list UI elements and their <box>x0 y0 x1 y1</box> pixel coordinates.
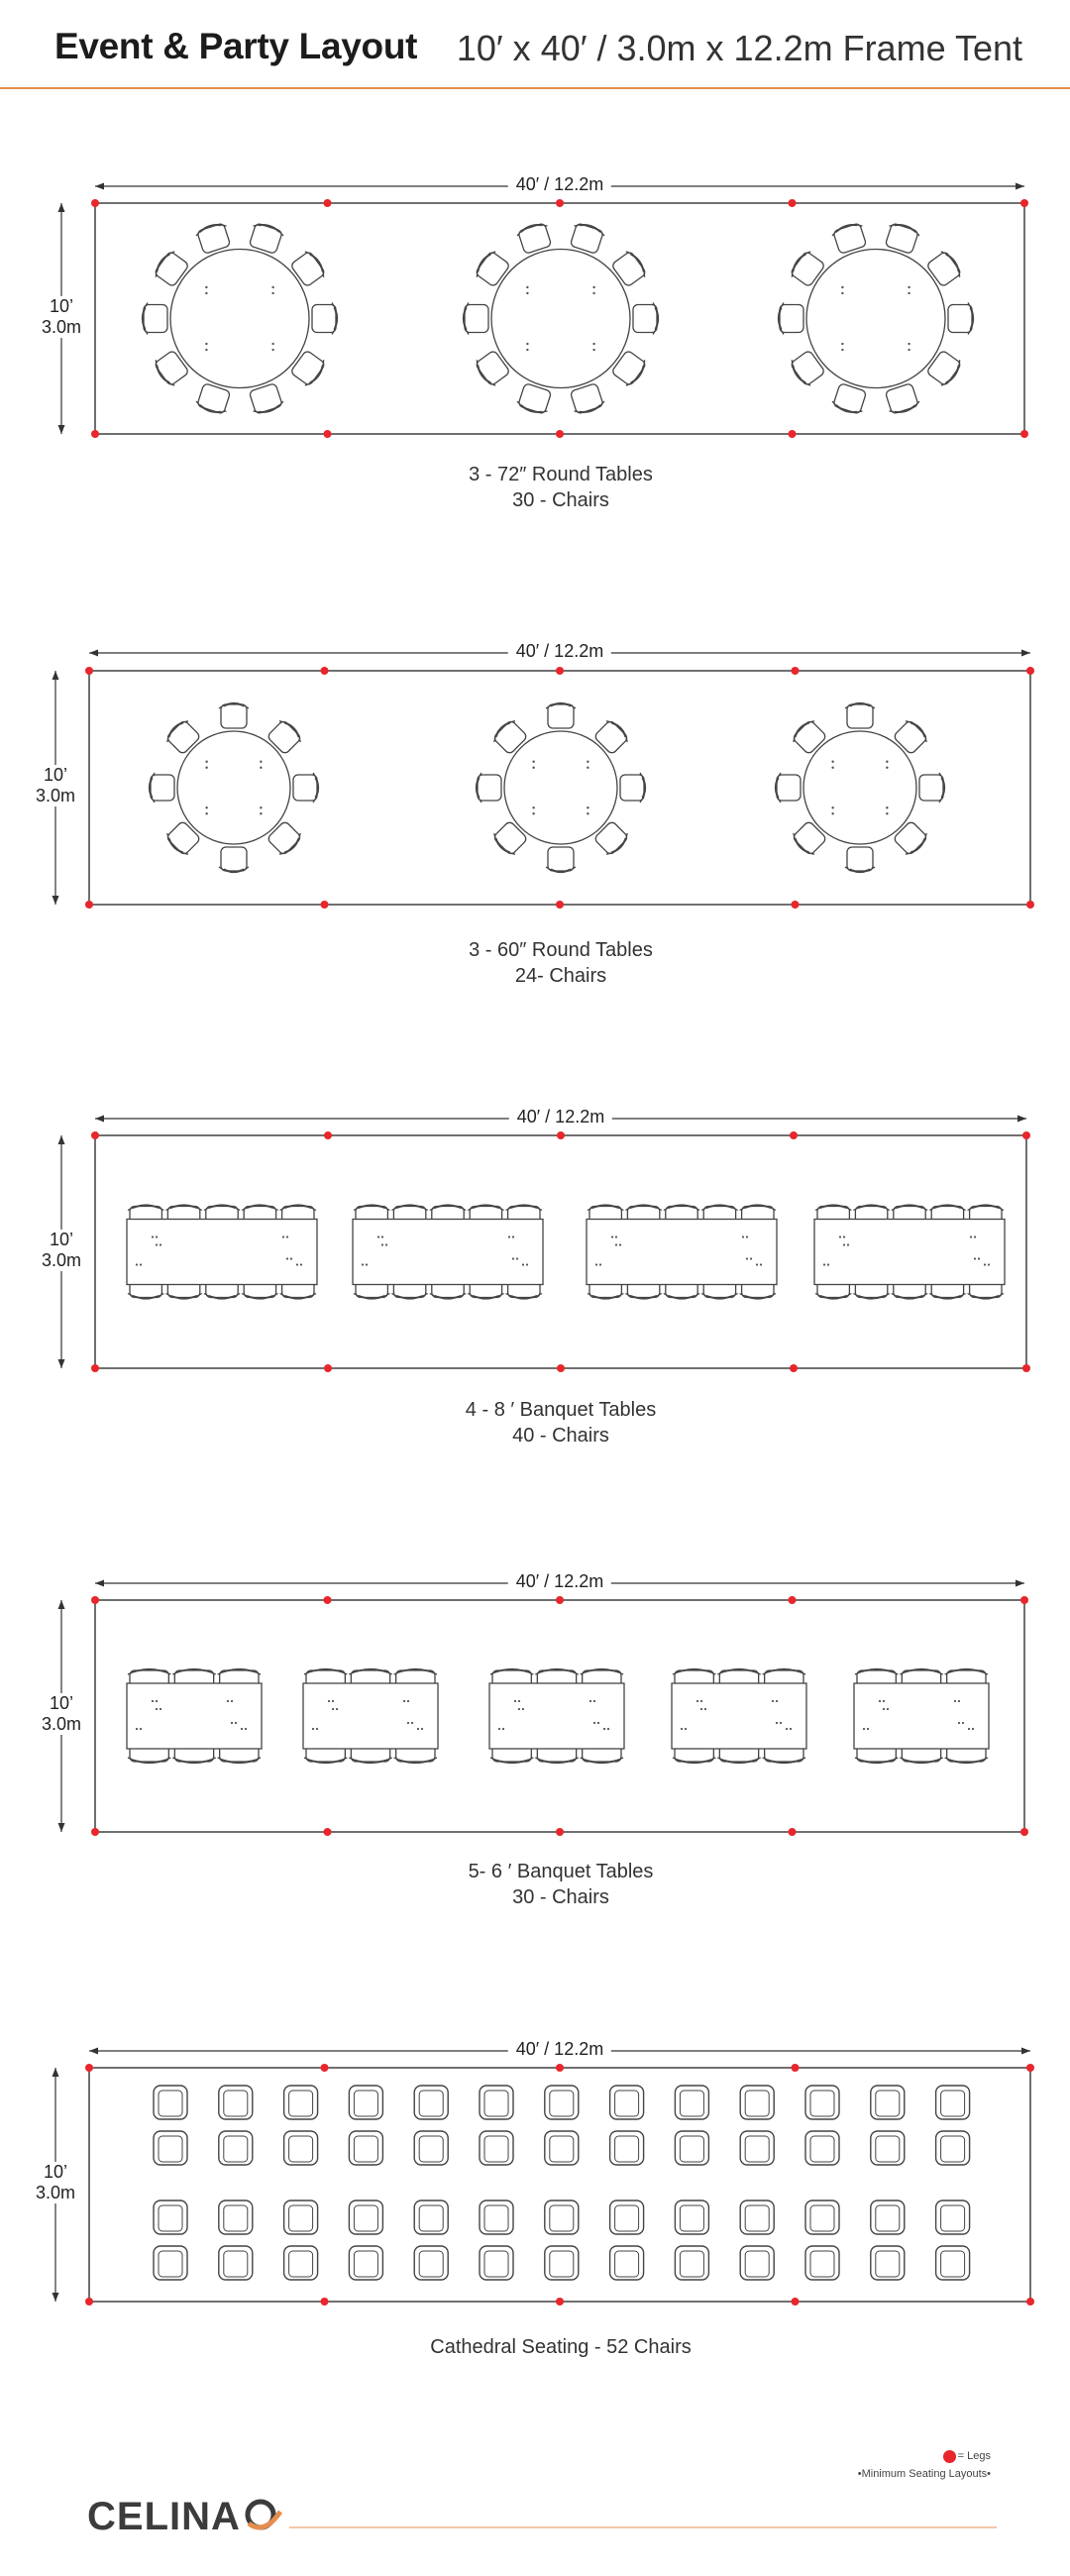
chair <box>284 2131 318 2165</box>
tent-leg <box>1022 1364 1030 1372</box>
caption-tables: 3 - 72″ Round Tables <box>469 464 653 485</box>
table-top <box>854 1683 989 1749</box>
height-label <box>37 296 86 338</box>
chair <box>464 303 489 335</box>
chair <box>546 847 576 873</box>
tent-leg <box>557 1131 565 1139</box>
tent-leg <box>557 1364 565 1372</box>
chair <box>154 2200 187 2234</box>
height-label-ft: 10’ <box>49 295 74 316</box>
tent-leg <box>85 2298 93 2306</box>
chair <box>740 2131 774 2165</box>
page-title: Event & Party Layout <box>54 26 418 66</box>
chair <box>219 2131 253 2165</box>
legend-note: •Minimum Seating Layouts• <box>857 2468 991 2480</box>
table-top <box>170 250 309 388</box>
layout-caption <box>313 937 808 989</box>
chair <box>194 221 232 255</box>
chair <box>284 2086 318 2119</box>
chair <box>293 773 319 803</box>
chair <box>194 382 232 416</box>
tent-leg <box>1026 667 1034 675</box>
chair <box>936 2086 970 2119</box>
chair <box>610 2246 644 2280</box>
chair <box>477 773 502 803</box>
banquet-table <box>672 1669 806 1764</box>
layout-5 <box>53 2048 1035 2307</box>
height-label-ft: 10’ <box>49 1229 74 1249</box>
banquet-table <box>489 1669 624 1764</box>
chair <box>414 2200 448 2234</box>
tent-leg <box>789 199 797 207</box>
caption-chairs: 30 - Chairs <box>512 1886 609 1908</box>
chair <box>871 2131 905 2165</box>
chair <box>414 2086 448 2119</box>
chair <box>219 2246 253 2280</box>
tent-leg <box>91 1131 99 1139</box>
table-top <box>177 731 290 844</box>
tent-leg <box>324 199 332 207</box>
layout-1 <box>58 183 1029 439</box>
tent-leg <box>1026 901 1034 909</box>
tent-leg <box>321 901 329 909</box>
chair <box>779 303 804 335</box>
tent-leg <box>556 1596 564 1604</box>
caption-chairs: 30 - Chairs <box>512 489 609 511</box>
layout-caption <box>313 2334 808 2360</box>
chair <box>610 2200 644 2234</box>
chair <box>284 2246 318 2280</box>
chair <box>312 303 338 335</box>
chair <box>948 303 974 335</box>
chair <box>675 2086 708 2119</box>
chair <box>219 2200 253 2234</box>
tent-leg <box>556 1828 564 1836</box>
tent-leg <box>1020 199 1028 207</box>
tent-leg <box>321 667 329 675</box>
chair <box>247 382 284 416</box>
chair <box>349 2200 382 2234</box>
tent-leg <box>790 1131 798 1139</box>
chair <box>805 2246 839 2280</box>
tent-size-subtitle: 10′ x 40′ / 3.0m x 12.2m Frame Tent <box>456 28 1022 68</box>
banquet-table <box>127 1205 317 1299</box>
chair <box>143 303 168 335</box>
round-table <box>150 703 319 873</box>
brand-logo <box>87 2495 278 2544</box>
chair <box>284 2200 318 2234</box>
table-top <box>127 1220 317 1285</box>
tent-leg <box>792 2298 800 2306</box>
height-label <box>37 1230 86 1271</box>
table-top <box>303 1683 438 1749</box>
chair <box>845 847 875 873</box>
chair <box>349 2086 382 2119</box>
tent-leg <box>792 901 800 909</box>
chair <box>936 2200 970 2234</box>
chair <box>740 2086 774 2119</box>
tent-leg <box>789 430 797 438</box>
tent-leg <box>324 1364 332 1372</box>
chair <box>805 2131 839 2165</box>
tent-leg <box>324 1131 332 1139</box>
chair <box>349 2246 382 2280</box>
tent-leg <box>1020 1828 1028 1836</box>
chair <box>154 2086 187 2119</box>
chair <box>219 703 249 729</box>
width-label: 40′ / 12.2m <box>508 1571 611 1592</box>
banquet-table <box>814 1205 1005 1299</box>
tent-leg <box>556 430 564 438</box>
table-top <box>504 731 617 844</box>
chair <box>154 2246 187 2280</box>
height-label-m: 3.0m <box>41 1249 82 1270</box>
chair <box>349 2131 382 2165</box>
chair <box>568 221 605 255</box>
tent-leg <box>1020 1596 1028 1604</box>
banquet-table <box>587 1205 777 1299</box>
tent-leg <box>91 1596 99 1604</box>
tent-leg <box>792 2064 800 2072</box>
tent-leg <box>556 667 564 675</box>
tent-leg <box>556 199 564 207</box>
height-label-ft: 10’ <box>49 1693 74 1713</box>
chair <box>219 847 249 873</box>
tent-leg <box>1020 430 1028 438</box>
tent-leg <box>556 2064 564 2072</box>
footer-rule <box>289 2526 997 2528</box>
table-top <box>814 1220 1005 1285</box>
tent-leg <box>85 667 93 675</box>
caption-tables: 4 - 8 ′ Banquet Tables <box>465 1399 657 1421</box>
chair <box>675 2246 708 2280</box>
chair <box>480 2086 513 2119</box>
tent-leg <box>789 1596 797 1604</box>
height-label-m: 3.0m <box>35 2183 76 2202</box>
round-table <box>779 221 974 416</box>
round-table <box>477 703 646 873</box>
caption-tables: 5- 6 ′ Banquet Tables <box>468 1861 654 1882</box>
caption-chairs: 24- Chairs <box>514 965 607 987</box>
chair <box>545 2131 579 2165</box>
leg-marker-icon <box>943 2450 956 2463</box>
chair <box>871 2200 905 2234</box>
tent-leg <box>1026 2298 1034 2306</box>
banquet-table <box>854 1669 989 1764</box>
table-top <box>587 1220 777 1285</box>
chair <box>675 2200 708 2234</box>
chair <box>871 2086 905 2119</box>
chair <box>480 2131 513 2165</box>
height-label-m: 3.0m <box>35 786 76 805</box>
layout-caption <box>313 1859 808 1910</box>
tent-leg <box>556 901 564 909</box>
brand-swoosh-icon <box>243 2500 278 2529</box>
legend <box>858 2447 991 2483</box>
caption-tables: Cathedral Seating - 52 Chairs <box>430 2336 692 2358</box>
chair <box>154 2131 187 2165</box>
chair <box>610 2131 644 2165</box>
table-top <box>127 1683 262 1749</box>
tent-leg <box>321 2064 329 2072</box>
height-label-ft: 10’ <box>43 2162 68 2182</box>
chair <box>830 382 868 416</box>
chair <box>480 2200 513 2234</box>
caption-chairs: 40 - Chairs <box>512 1425 609 1447</box>
chair <box>150 773 175 803</box>
height-label <box>31 2162 80 2203</box>
layout-4 <box>58 1580 1029 1837</box>
chair <box>568 382 605 416</box>
layout-3 <box>58 1116 1031 1373</box>
chair <box>675 2131 708 2165</box>
height-label-ft: 10’ <box>43 765 68 785</box>
chair <box>805 2086 839 2119</box>
tent-leg <box>321 2298 329 2306</box>
width-label: 40′ / 12.2m <box>508 2039 611 2060</box>
chair <box>919 773 945 803</box>
tent-leg <box>91 430 99 438</box>
chair <box>936 2246 970 2280</box>
tent-leg <box>324 1828 332 1836</box>
banquet-table <box>127 1669 262 1764</box>
chair <box>776 773 802 803</box>
chair <box>740 2200 774 2234</box>
tent-leg <box>324 1596 332 1604</box>
round-table <box>776 703 945 873</box>
chair <box>845 703 875 729</box>
chair <box>871 2246 905 2280</box>
chair <box>546 703 576 729</box>
tent-leg <box>85 901 93 909</box>
table-top <box>803 731 916 844</box>
chair <box>219 2086 253 2119</box>
chair <box>480 2246 513 2280</box>
tent-leg <box>1022 1131 1030 1139</box>
width-label: 40′ / 12.2m <box>509 1107 612 1127</box>
tent-leg <box>792 667 800 675</box>
height-label-m: 3.0m <box>41 316 82 337</box>
chair <box>883 221 920 255</box>
tent-leg <box>91 199 99 207</box>
banquet-table <box>353 1205 543 1299</box>
chair <box>740 2246 774 2280</box>
tent-leg <box>789 1828 797 1836</box>
height-label <box>37 1693 86 1735</box>
tent-leg <box>556 2298 564 2306</box>
table-top <box>353 1220 543 1285</box>
tent-leg <box>1026 2064 1034 2072</box>
width-label: 40′ / 12.2m <box>508 641 611 662</box>
table-top <box>672 1683 806 1749</box>
tent-leg <box>91 1828 99 1836</box>
chair <box>936 2131 970 2165</box>
table-top <box>806 250 945 388</box>
tent-leg <box>790 1364 798 1372</box>
chair <box>633 303 659 335</box>
chair <box>414 2246 448 2280</box>
chair <box>883 382 920 416</box>
round-table <box>464 221 659 416</box>
layout-caption <box>313 1397 808 1449</box>
height-label-m: 3.0m <box>41 1714 82 1734</box>
chair <box>545 2246 579 2280</box>
chair <box>610 2086 644 2119</box>
chair <box>545 2200 579 2234</box>
chair <box>620 773 646 803</box>
brand-logo-text: CELINA <box>87 2495 241 2538</box>
tent-leg <box>324 430 332 438</box>
layout-2 <box>53 650 1035 910</box>
legend-legs-label: = Legs <box>957 2450 991 2462</box>
chair <box>545 2086 579 2119</box>
height-label <box>31 765 80 806</box>
table-top <box>491 250 630 388</box>
banquet-table <box>303 1669 438 1764</box>
chair <box>515 221 553 255</box>
chair <box>515 382 553 416</box>
round-table <box>143 221 338 416</box>
width-label: 40′ / 12.2m <box>508 174 611 195</box>
caption-tables: 3 - 60″ Round Tables <box>469 939 653 961</box>
table-top <box>489 1683 624 1749</box>
chair <box>830 221 868 255</box>
layout-caption <box>313 462 808 513</box>
chair <box>414 2131 448 2165</box>
tent-leg <box>85 2064 93 2072</box>
chair <box>805 2200 839 2234</box>
chair <box>247 221 284 255</box>
cathedral-chairs <box>154 2086 970 2280</box>
tent-leg <box>91 1364 99 1372</box>
